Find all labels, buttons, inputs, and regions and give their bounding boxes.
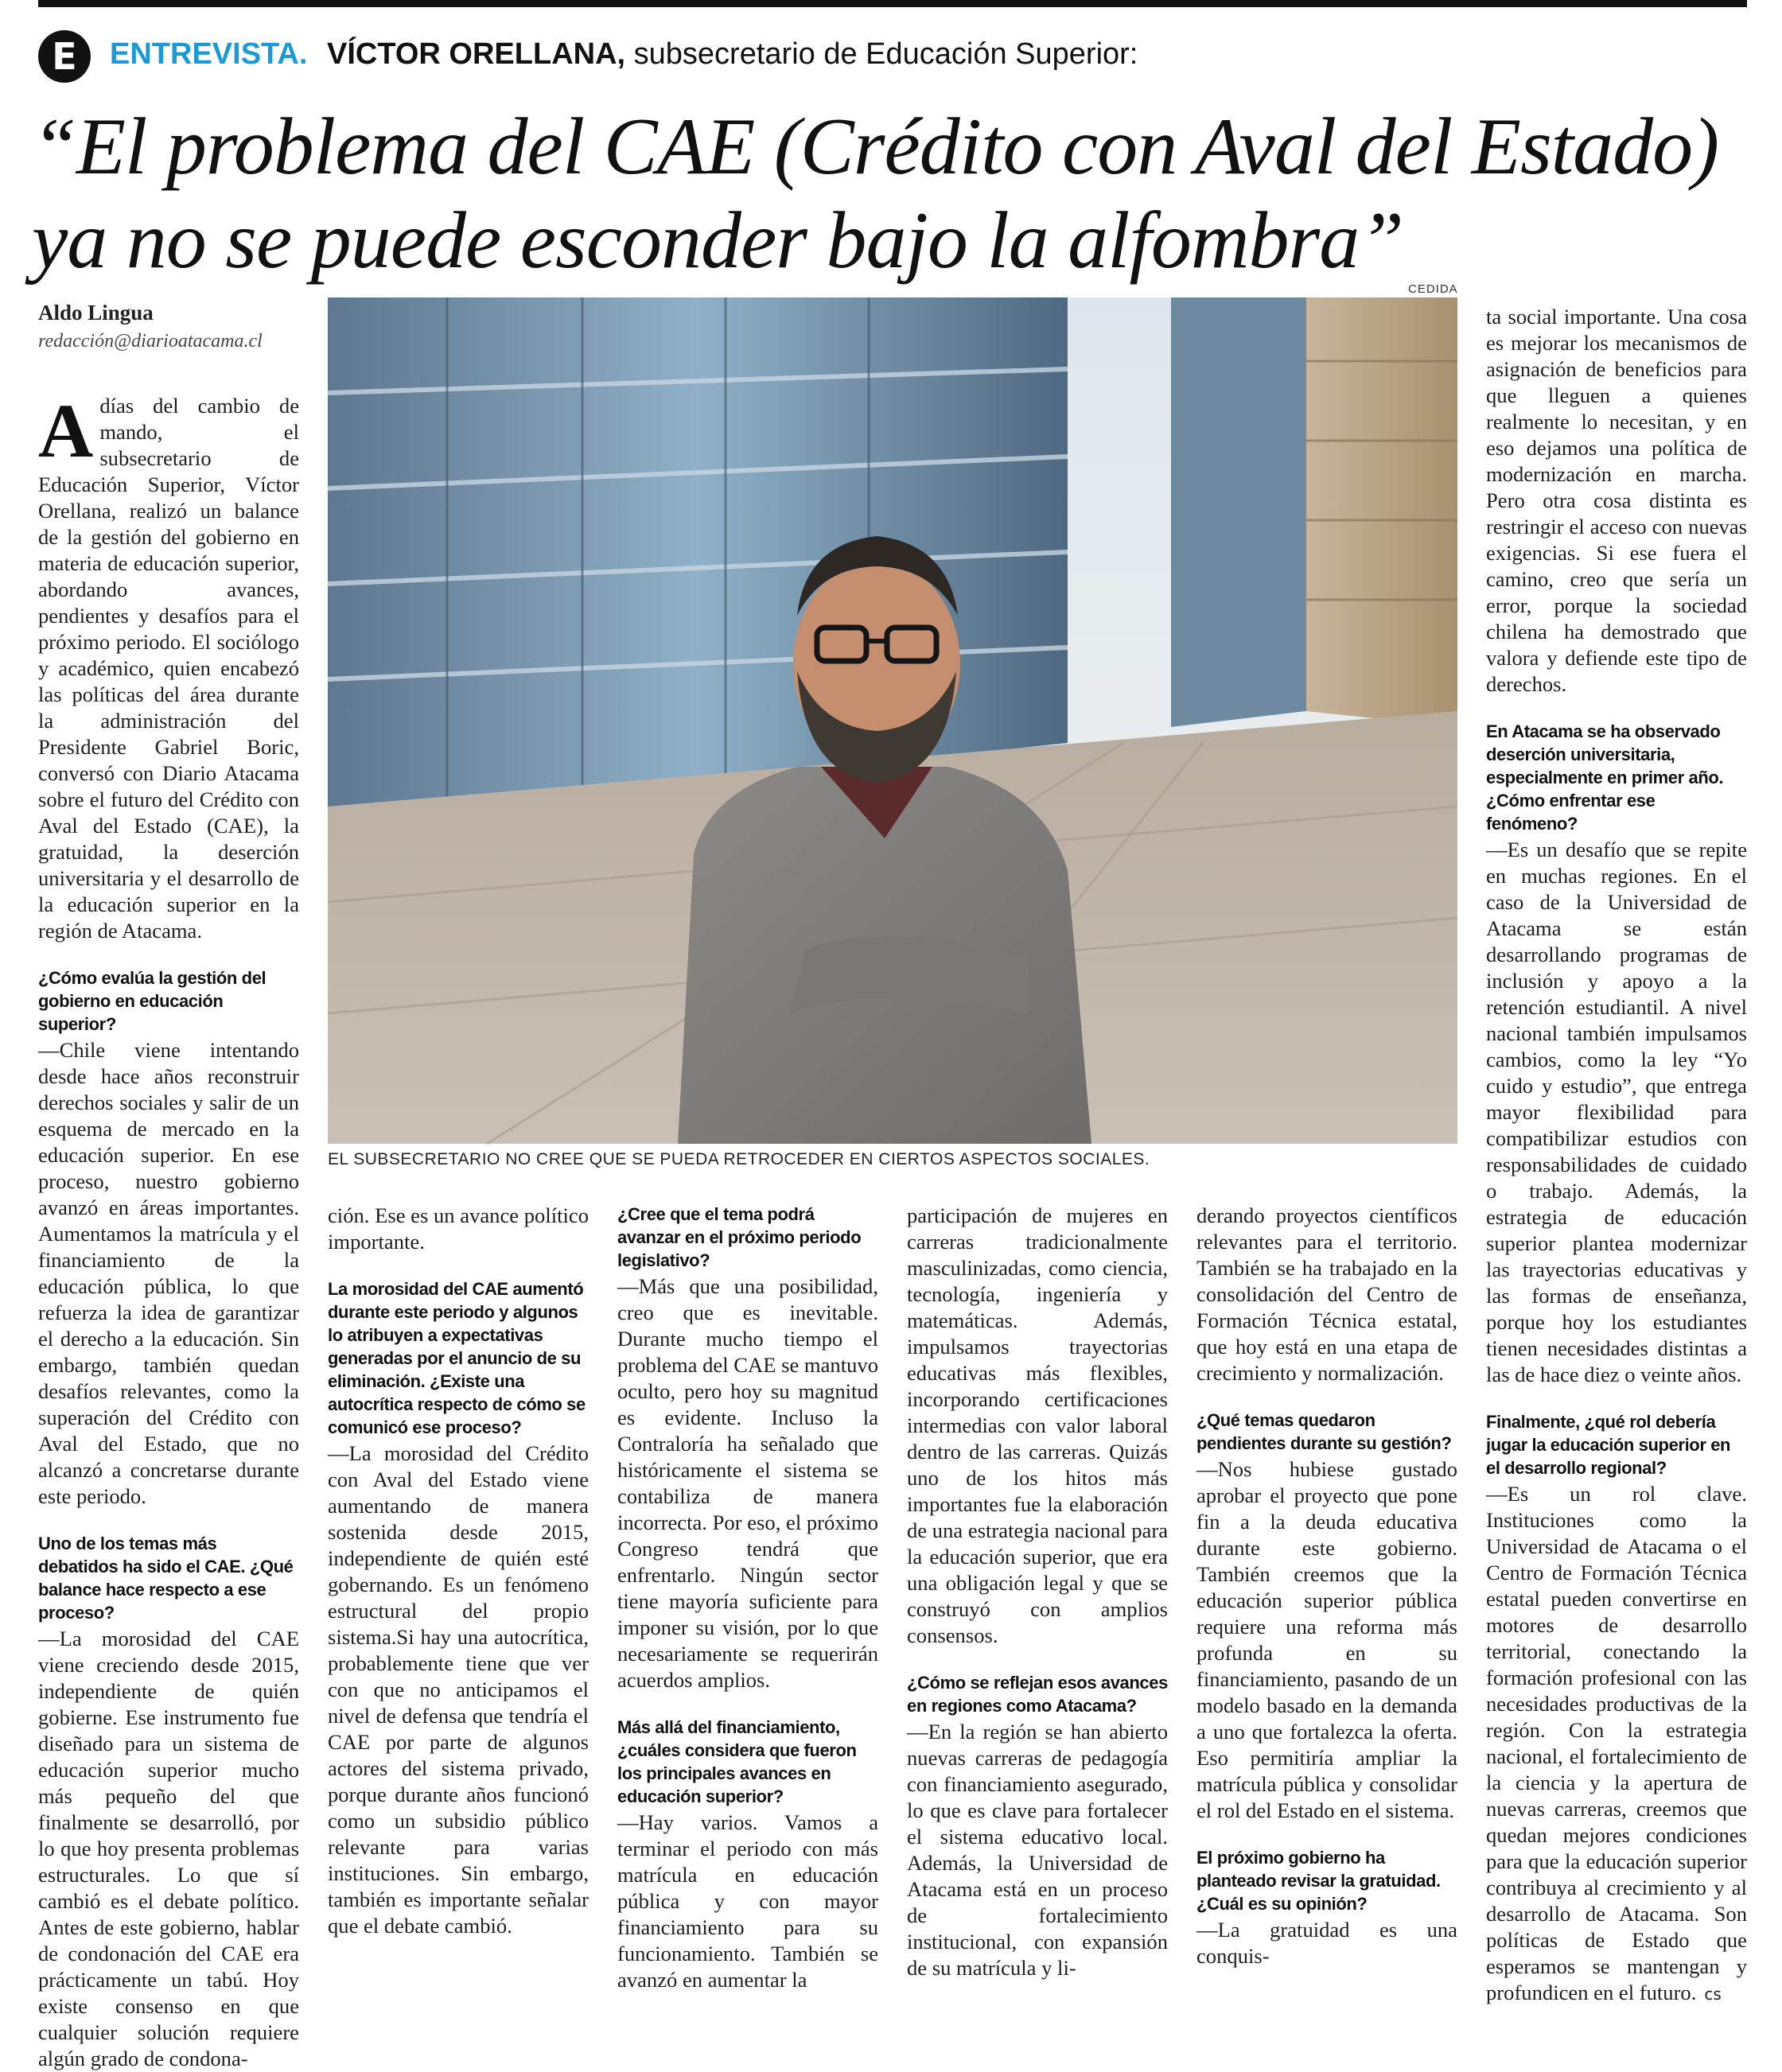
question-6: ¿Cómo se reflejan esos avances en regiones como Atacama? [907, 1673, 1168, 1716]
answer-3: —La morosidad del Crédito con Aval del Estado viene aumentando de manera sostenida desde 2015, independiente de quién esté gobernando. Es un fenómeno estructural del propio sistema.Si hay una autocrítica, probablemente tiene que ver con que no anticipamos el nivel de defensa que tendría el CAE por parte de algunos actores del sistema privado, porque durante años funcionó como un subsidio público relevante para varias instituciones. Sin embargo, también es importante señalar que el debate cambió. [328, 1441, 589, 1938]
question-1: ¿Cómo evalúa la gestión del gobierno en educación superior? [38, 968, 267, 1034]
interviewee-name: VÍCTOR ORELLANA, [327, 37, 626, 71]
byline-email: redacción@diarioatacama.cl [38, 331, 263, 352]
answer-10-text: —Es un rol clave. Instituciones como la Universidad de Atacama o el Centro de Formación Técnica estatal pueden convertirse en motores de desarrollo territorial, conectando la formación profesional con las necesidades productivas de la región. Con la estrategia nacional, el fortalecimiento de la ciencia y la apertura de nuevas carreras, creemos que quedan mejores condiciones para que la educación superior contribuya al crecimiento y al desarrollo de Atacama. Son políticas de Estado que esperamos se mantengan y profundicen en el futuro. [1486, 1482, 1747, 2004]
end-mark: cs [1704, 1985, 1722, 2004]
article-column-4 [907, 1203, 1168, 1981]
interviewee-role: subsecretario de Educación Superior: [633, 37, 1138, 71]
answer-10 [1486, 1481, 1747, 2008]
question-8: El próximo gobierno ha planteado revisar la gratuidad. ¿Cuál es su opinión? [1196, 1848, 1441, 1914]
question-5: Más allá del financiamiento, ¿cuáles considera que fueron los principales avances en educación superior? [617, 1717, 857, 1806]
answer-4: —Más que una posibilidad, creo que es inevitable. Durante mucho tiempo el problema del CAE se mantuvo oculto, pero hoy su magnitud es evidente. Incluso la Contraloría ha señalado que históricamente el sistema se contabiliza de manera incorrecta. Por eso, el próximo Congreso tendrá que enfrentarlo. Ningún sector tiene mayoría suficiente para imponer su visión, por lo que necesariamente se requerirán acuerdos amplios. [617, 1274, 878, 1692]
intro-text: días del cambio de mando, el subsecretario de Educación Superior, Víctor Orellana, realizó un balance de la gestión del gobierno en materia de educación superior, abordando avances, pendientes y desafíos para el próximo periodo. El sociólogo y académico, quien encabezó las políticas del área durante la administración del Presidente Gabriel Boric, conversó con Diario Atacama sobre el futuro del Crédito con Aval del Estado (CAE), la gratuidad, la deserción universitaria y el desarrollo de la educación superior en la región de Atacama. [38, 394, 299, 943]
section-badge: E [38, 30, 91, 83]
photo-illustration [328, 297, 1457, 1144]
question-10: Finalmente, ¿qué rol debería jugar la educación superior en el desarrollo regional? [1486, 1412, 1731, 1478]
question-7: ¿Qué temas quedaron pendientes durante su gestión? [1196, 1410, 1452, 1453]
kicker [110, 33, 1138, 75]
question-2: Uno de los temas más debatidos ha sido el CAE. ¿Qué balance hace respecto a ese proceso? [38, 1534, 294, 1623]
intro-paragraph [38, 388, 299, 944]
article-column-1 [38, 388, 299, 2072]
question-4: ¿Cree que el tema podrá avanzar en el próximo periodo legislativo? [617, 1204, 862, 1270]
top-rule [38, 0, 1747, 7]
interview-photo [328, 297, 1457, 1144]
answer-7: —Nos hubiese gustado aprobar el proyecto que pone fin a la deuda educativa durante este gobierno. También creemos que la educación superior pública requiere una reforma más profunda en su financiamiento, pasando de un modelo basado en la demanda a uno que fortalezca la oferta. Eso permitiría ampliar la matrícula pública y consolidar el rol del Estado en el sistema. [1196, 1457, 1457, 1822]
answer-2: —La morosidad del CAE viene creciendo desde 2015, independiente de quién gobierne. Ese instrumento fue diseñado para un sistema de educación superior mucho más pequeño del que finalmente se desarrolló, por lo que hoy presenta problemas estructurales. Lo que sí cambió es el debate político. Antes de este gobierno, hablar de condonación del CAE era prácticamente un tabú. Hoy existe consenso en que cualquier solución requiere algún grado de condona- [38, 1627, 299, 2070]
answer-5-continued: participación de mujeres en carreras tradicionalmente masculinizadas, como ciencia, tecnología, ingeniería y matemáticas. Además, impulsamos trayectorias educativas más flexibles, incorporando certificaciones intermedias con valor laboral dentro de las carreras. Quizás uno de los hitos más importantes fue la elaboración de una estrategia nacional para la educación superior, que era una obligación legal y que se construyó con amplios consensos. [907, 1203, 1168, 1647]
kicker-label: ENTREVISTA. [110, 37, 308, 71]
answer-6-continued: derando proyectos científicos relevantes para el territorio. También se ha trabajado en la consolidación del Centro de Formación Técnica estatal, que hoy está en una etapa de crecimiento y normalización. [1196, 1203, 1457, 1385]
article-column-2 [328, 1203, 589, 1939]
answer-5: —Hay varios. Vamos a terminar el periodo con más matrícula en educación pública y con mayor financiamiento para su funcionamiento. También se avanzó en aumentar la [617, 1810, 878, 1992]
headline-line-1: “El problema del CAE (Crédito con Aval del Estado) [32, 102, 1719, 192]
article-column-3 [617, 1203, 878, 1993]
answer-8: —La gratuidad es una conquis- [1196, 1918, 1457, 1968]
photo-caption: EL SUBSECRETARIO NO CREE QUE SE PUEDA RETROCEDER EN CIERTOS ASPECTOS SOCIALES. [328, 1150, 1150, 1168]
drop-cap: A [38, 388, 94, 473]
question-3: La morosidad del CAE aumentó durante este periodo y algunos lo atribuyen a expectativas generadas por el anuncio de su eliminación. ¿Existe una autocrítica respecto de cómo se comunicó ese proceso? [328, 1279, 586, 1437]
answer-2-continued: ción. Ese es un avance político importante. [328, 1203, 589, 1254]
article-column-6 [1486, 304, 1747, 2008]
photo-credit: CEDIDA [1408, 282, 1458, 296]
headline-line-2: ya no se puede esconder bajo la alfombra” [32, 196, 1403, 286]
article-column-5 [1196, 1203, 1457, 1969]
headline [32, 100, 1718, 288]
answer-1: —Chile viene intentando desde hace años reconstruir derechos sociales y salir de un esquema de mercado en la educación superior. En ese proceso, nuestro gobierno avanzó en áreas importantes. Aumentamos la matrícula y el financiamiento de la educación pública, lo que refuerza la idea de garantizar el derecho a la educación. Sin embargo, también quedan desafíos relevantes, como la superación del Crédito con Aval del Estado, que no alcanzó a concretarse durante este periodo. [38, 1038, 299, 1508]
answer-6: —En la región se han abierto nuevas carreras de pedagogía con financiamiento asegurado, lo que es clave para fortalecer el sistema educativo local. Además, la Universidad de Atacama está en un proceso de fortalecimiento institucional, con expansión de su matrícula y li- [907, 1720, 1168, 1980]
answer-8-continued: ta social importante. Una cosa es mejorar los mecanismos de asignación de beneficios para que lleguen a quienes realmente lo necesitan, y en eso dejamos una política de modernización en marcha. Pero otra cosa distinta es restringir el acceso con nuevas exigencias. Si ese fuera el camino, creo que sería un error, porque la sociedad chilena ha demostrado que valora y defiende este tipo de derechos. [1486, 305, 1747, 696]
question-9: En Atacama se ha observado deserción universitaria, especialmente en primer año. ¿Cómo enfrentar ese fenómeno? [1486, 721, 1724, 834]
byline-author: Aldo Lingua [38, 301, 154, 325]
answer-9: —Es un desafío que se repite en muchas regiones. En el caso de la Universidad de Atacama se están desarrollando programas de inclusión y apoyo a la retención estudiantil. A nivel nacional también impulsamos cambios, como la ley “Yo cuido y estudio”, que entrega mayor flexibilidad para compatibilizar estudios con responsabilidades de cuidado o trabajo. Además, la estrategia de educación superior plantea modernizar las trayectorias educativas y las formas de enseñanza, porque hoy los estudiantes tienen necesidades distintas a las de hace diez o veinte años. [1486, 838, 1747, 1386]
